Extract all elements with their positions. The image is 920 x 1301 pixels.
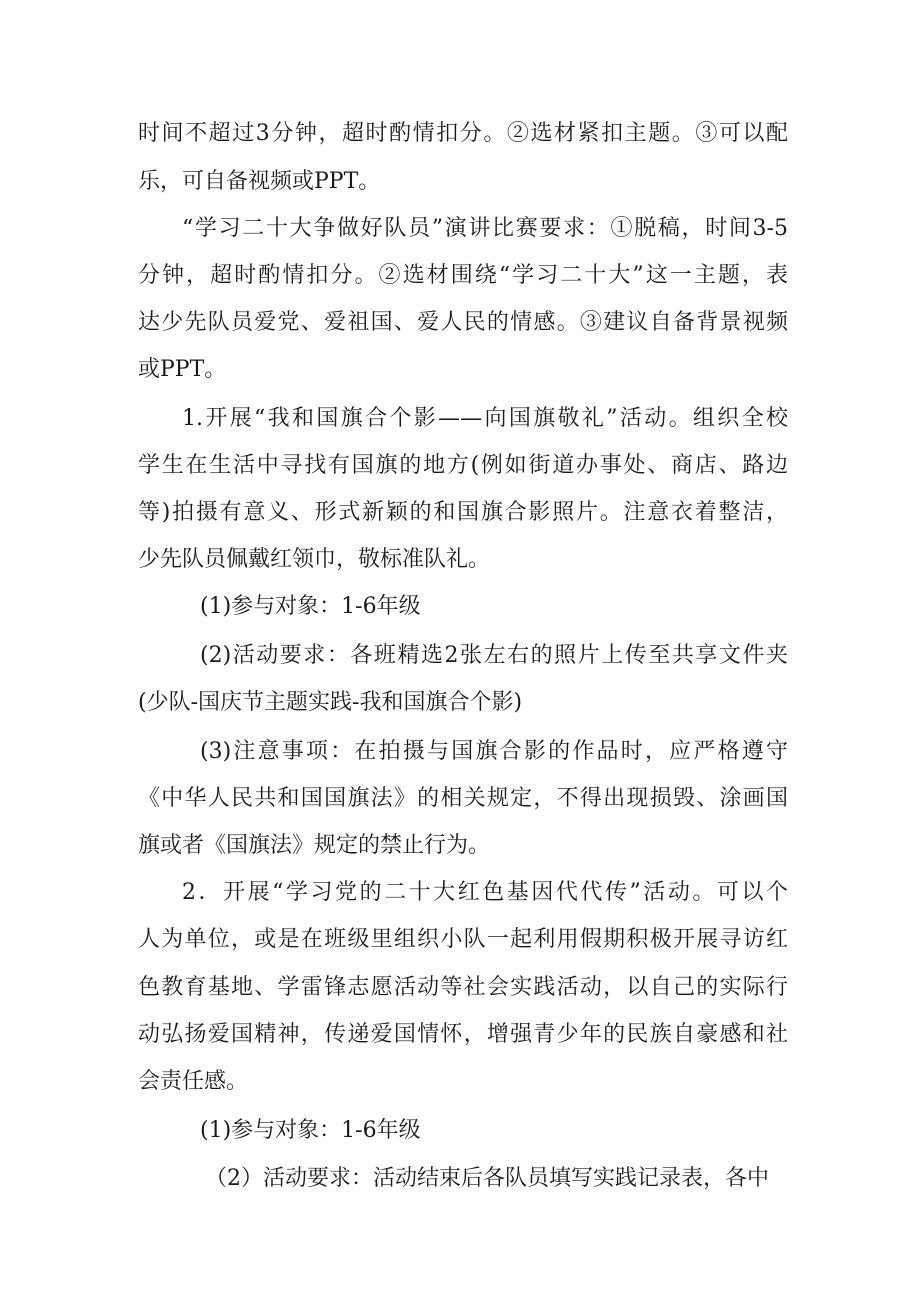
paragraph-line: 达少先队员爱党、爱祖国、爱人民的情感。③建议自备背景视频 [138, 310, 788, 335]
paragraph-line: (2)活动要求：各班精选2张左右的照片上传至共享文件夹 [200, 643, 788, 668]
paragraph-line: 乐，可自备视频或PPT。 [138, 169, 381, 194]
paragraph-line: 旗或者《国旗法》规定的禁止行为。 [138, 833, 491, 858]
paragraph-line: 等)拍摄有意义、形式新颖的和国旗合影照片。注意衣着整洁， [138, 500, 788, 525]
paragraph-line: （2）活动要求：活动结束后各队员填写实践记录表，各中 [205, 1166, 769, 1191]
paragraph-line: 或PPT。 [138, 357, 227, 382]
paragraph-line: 时间不超过3分钟，超时酌情扣分。②选材紧扣主题。③可以配 [138, 121, 788, 146]
paragraph-line: 《中华人民共和国国旗法》的相关规定，不得出现损毁、涂画国 [138, 786, 788, 811]
paragraph-line: 2．开展“学习党的二十大红色基因代代传”活动。可以个 [182, 880, 788, 905]
paragraph-line: “学习二十大争做好队员”演讲比赛要求：①脱稿，时间3-5 [182, 216, 788, 241]
paragraph-line: 分钟，超时酌情扣分。②选材围绕“学习二十大”这一主题，表 [138, 263, 788, 288]
paragraph-line: 学生在生活中寻找有国旗的地方(例如街道办事处、商店、路边 [138, 453, 788, 478]
paragraph-line: (少队-国庆节主题实践-我和国旗合个影) [138, 690, 523, 715]
paragraph-line: 色教育基地、学雷锋志愿活动等社会实践活动，以自己的实际行 [138, 975, 788, 1000]
paragraph-line: (1)参与对象：1-6年级 [200, 1118, 421, 1143]
paragraph-line: 动弘扬爱国精神，传递爱国情怀，增强青少年的民族自豪感和社 [138, 1022, 788, 1047]
paragraph-line: 少先队员佩戴红领巾，敬标准队礼。 [138, 547, 491, 572]
paragraph-line: (1)参与对象：1-6年级 [200, 594, 421, 619]
paragraph-line: 1.开展“我和国旗合个影——向国旗敬礼”活动。组织全校 [182, 406, 788, 431]
paragraph-line: 人为单位，或是在班级里组织小队一起利用假期积极开展寻访红 [138, 927, 788, 952]
paragraph-line: 会责任感。 [138, 1069, 249, 1094]
paragraph-line: (3)注意事项：在拍摄与国旗合影的作品时，应严格遵守 [200, 739, 788, 764]
